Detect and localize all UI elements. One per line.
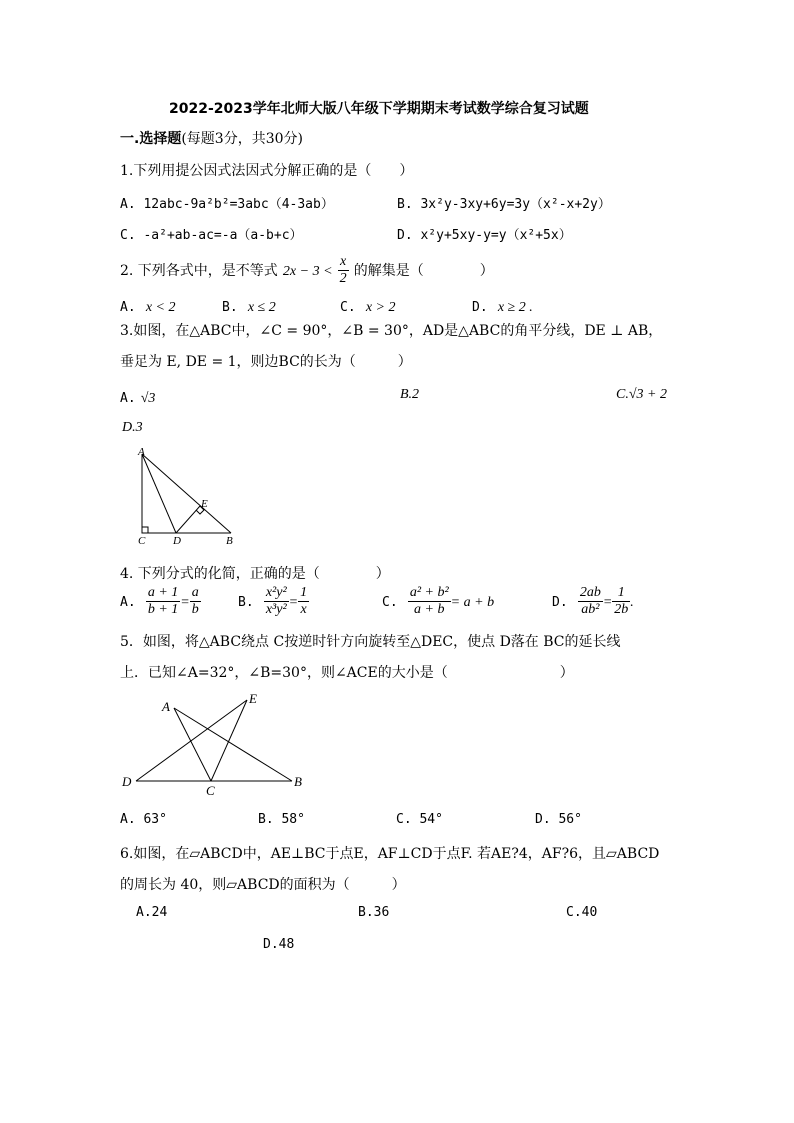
label-d: D (173, 535, 181, 546)
q2-stem-pre: 2. 下列各式中，是不等式 (120, 263, 278, 279)
q6-option-d: D.48 (263, 937, 295, 952)
q3-line2: 垂足为 E, DE = 1，则边BC的长为（ ） (120, 354, 412, 370)
q1-stem: 1.下列用提公因式法因式分解正确的是（ ） (120, 163, 414, 179)
label-c: C (138, 535, 146, 546)
q3-option-c: C.√3 + 2 (616, 387, 667, 402)
q4-option-d: D. $\frac{2ab}{\text{ab²}}$ = $\frac{1}{2b}$ . (552, 585, 634, 617)
q2-option-d: D. x ≥ 2 . (472, 300, 533, 315)
q5-option-c: C. 54° (396, 812, 443, 827)
q2-stem (120, 254, 494, 287)
q6-option-b: B.36 (358, 905, 390, 920)
q2-stem-post: 的解集是（ ） (353, 263, 494, 279)
label-a: A (138, 446, 145, 458)
side-de (136, 700, 247, 781)
q1-option-a: A. 12abc-9a²b²=3abc（4-3ab） (120, 197, 334, 212)
q5-option-a: A. 63° (120, 812, 167, 827)
q2-option-a: A. x < 2 (120, 300, 176, 315)
label-d: D (122, 774, 132, 789)
label-e: E (249, 691, 257, 706)
q6-option-a: A.24 (136, 905, 168, 920)
q3-triangle-figure (130, 446, 240, 546)
q3-option-d: D.3 (122, 420, 143, 435)
q5-option-b: B. 58° (258, 812, 305, 827)
side-ab (174, 708, 292, 781)
q4-option-c: C. $\frac{\text{a² + b²}}{a + b}$ = a + b (382, 585, 495, 617)
label-b: B (294, 774, 302, 789)
q4-option-b: B. $\frac{\text{x²y²}}{\text{x³y²}}$ = $\frac{1}{x}$ (238, 585, 308, 617)
section-note: (每题3分，共30分) (181, 131, 303, 147)
label-e: E (201, 498, 208, 510)
page-title: 2022-2023学年北师大版八年级下学期期末考试数学综合复习试题 (169, 101, 589, 117)
q3-option-a: A. √3 (120, 391, 156, 406)
q1-option-c: C. -a²+ab-ac=-a（a-b+c） (120, 228, 303, 243)
q6-line1: 6.如图，在▱ABCD中，AE⊥BC于点E，AF⊥CD于点F. 若AE?4，AF?6，且▱ABCD (120, 846, 660, 862)
q1-option-d: D. x²y+5xy-y=y（x²+5x） (397, 228, 572, 243)
q2-option-b: B. x ≤ 2 (222, 300, 276, 315)
label-a: A (162, 699, 170, 714)
q2-fraction-num: x (338, 254, 349, 271)
q4-stem: 4. 下列分式的化简，正确的是（ ） (120, 566, 390, 582)
q3-line1: 3.如图，在△ABC中，∠C = 90°，∠B = 30°，AD是△ABC的角平分线，DE ⊥ AB， (120, 323, 663, 339)
q6-option-c: C.40 (566, 905, 598, 920)
side-ec (211, 700, 247, 781)
q2-fraction (338, 254, 349, 287)
q2-option-c: C. x > 2 (340, 300, 396, 315)
label-b: B (226, 535, 233, 546)
q3-option-b: B.2 (400, 387, 420, 402)
q1-option-b: B. 3x²y-3xy+6y=3y（x²-x+2y） (397, 197, 611, 212)
section-title: 一.选择题 (120, 131, 182, 147)
right-angle-c (142, 527, 148, 533)
section-heading (120, 128, 303, 148)
q5-rotation-figure (118, 690, 318, 802)
q2-fraction-den: 2 (339, 271, 347, 286)
q5-line2: 上．已知∠A=32°，∠B=30°，则∠ACE的大小是（ ） (120, 665, 574, 681)
label-c: C (206, 783, 215, 798)
q5-option-d: D. 56° (535, 812, 582, 827)
q2-inequality-lhs: 2x − 3 < (282, 264, 333, 279)
bisector-ad (142, 454, 176, 533)
q5-line1: 5．如图，将△ABC绕点 C按逆时针方向旋转至△DEC，使点 D落在 BC的延长线 (120, 634, 621, 650)
q4-option-a: A. $\frac{a + 1}{b + 1}$ = $\frac{a}{b}$ (120, 585, 199, 617)
q6-line2: 的周长为 40，则▱ABCD的面积为（ ） (120, 877, 406, 893)
